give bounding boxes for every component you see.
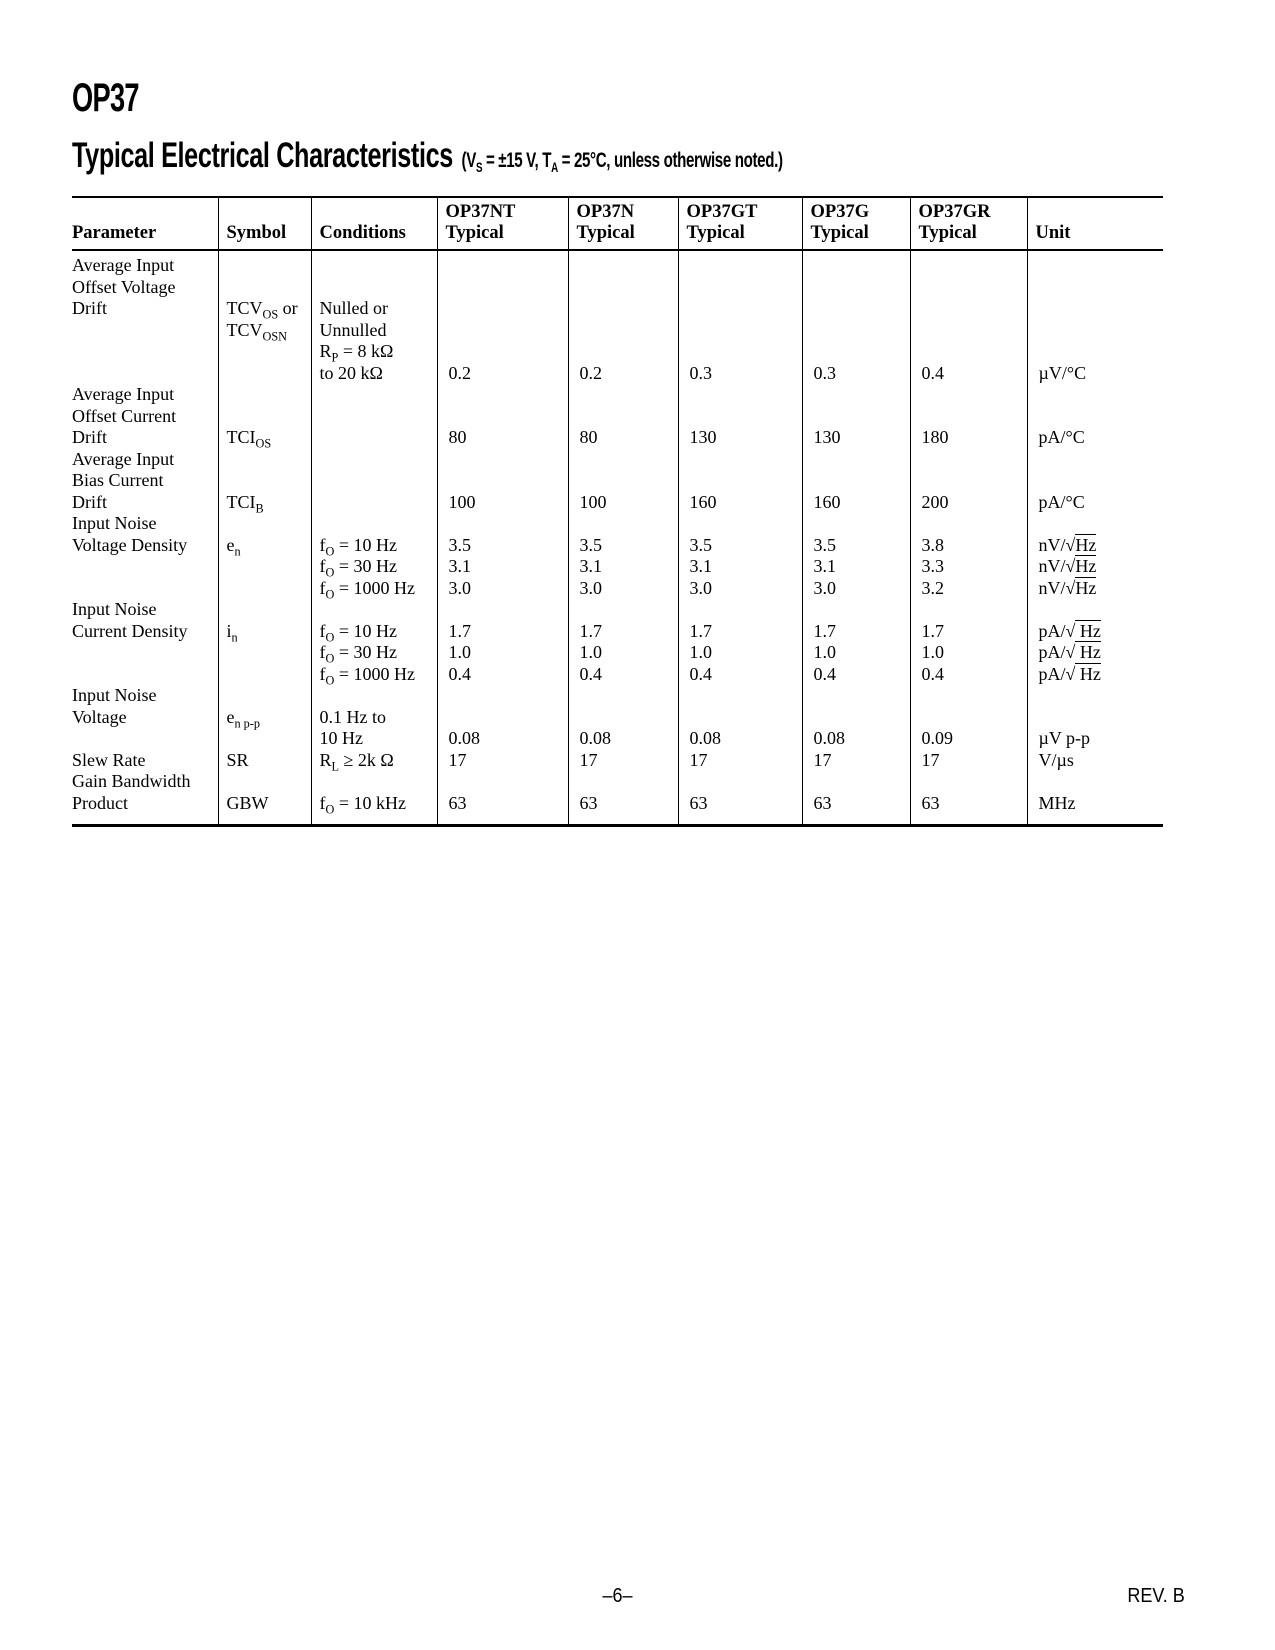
table-cell: 3.0 xyxy=(678,578,802,600)
table-cell: Voltage Density xyxy=(72,534,188,555)
table-cell: 3.5 xyxy=(437,535,568,557)
table-row xyxy=(72,277,1163,299)
table-cell xyxy=(568,470,678,492)
table-cell: 0.4 xyxy=(678,664,802,686)
table-cell xyxy=(802,771,910,793)
table-cell: 63 xyxy=(802,793,910,826)
table-cell xyxy=(910,470,1027,492)
table-cell xyxy=(437,771,568,793)
table-cell: 17 xyxy=(802,750,910,772)
table-cell xyxy=(568,250,678,277)
table-row xyxy=(72,707,1163,729)
table-row xyxy=(72,320,1163,342)
table-cell xyxy=(218,556,311,578)
table-cell: pA/√ Hz xyxy=(1027,664,1163,686)
table-cell xyxy=(218,277,311,299)
table-cell: $e_n$ xyxy=(218,535,311,557)
table-cell: 0.2 xyxy=(437,363,568,385)
table-row xyxy=(72,406,1163,428)
table-cell: Bias Current xyxy=(72,470,164,490)
table-cell xyxy=(1027,341,1163,363)
table-cell: 100 xyxy=(568,492,678,514)
table-cell xyxy=(678,250,802,277)
table-cell xyxy=(218,449,311,471)
table-cell xyxy=(437,685,568,707)
table-cell xyxy=(910,298,1027,320)
table-cell xyxy=(218,384,311,406)
table-cell: $R_P = 8$ kΩ xyxy=(311,341,437,363)
table-cell xyxy=(678,298,802,320)
table-cell: Unnulled xyxy=(311,320,437,342)
table-cell xyxy=(1027,513,1163,535)
table-cell xyxy=(218,728,311,750)
table-cell: 80 xyxy=(437,427,568,449)
table-cell xyxy=(802,707,910,729)
table-cell: 3.1 xyxy=(568,556,678,578)
table-cell xyxy=(802,449,910,471)
section-subtitle: ($V_S = \pm 15$ V, $T_A = 25^\circ C$, unless otherwise noted.) xyxy=(461,149,783,176)
table-cell: 63 xyxy=(437,793,568,826)
table-cell xyxy=(218,771,311,793)
table-row xyxy=(72,427,1163,449)
table-cell xyxy=(910,685,1027,707)
table-cell xyxy=(802,277,910,299)
table-cell xyxy=(910,406,1027,428)
table-cell xyxy=(311,384,437,406)
table-cell: pA/°C xyxy=(1027,427,1163,449)
table-row xyxy=(72,298,1163,320)
table-cell: $f_O = 1000$ Hz xyxy=(311,664,437,686)
table-cell xyxy=(678,470,802,492)
table-cell: 0.4 xyxy=(910,664,1027,686)
table-row xyxy=(72,384,1163,406)
table-cell: $f_O = 10$ Hz xyxy=(311,535,437,557)
table-cell xyxy=(802,470,910,492)
table-cell: 1.7 xyxy=(678,621,802,643)
table-cell xyxy=(1027,406,1163,428)
table-cell: pA/°C xyxy=(1027,492,1163,514)
section-title: Typical Electrical Characteristics xyxy=(72,136,453,175)
table-row xyxy=(72,578,1163,600)
table-cell: 3.3 xyxy=(910,556,1027,578)
table-cell xyxy=(568,384,678,406)
table-cell: 1.0 xyxy=(910,642,1027,664)
table-cell: 0.4 xyxy=(437,664,568,686)
column-header: Unit xyxy=(1027,197,1163,250)
table-cell xyxy=(802,341,910,363)
table-cell: 3.1 xyxy=(678,556,802,578)
table-cell xyxy=(568,277,678,299)
table-cell: 17 xyxy=(437,750,568,772)
table-cell: 200 xyxy=(910,492,1027,514)
table-cell: 0.4 xyxy=(568,664,678,686)
table-cell: 63 xyxy=(678,793,802,826)
table-cell xyxy=(437,250,568,277)
table-cell xyxy=(1027,470,1163,492)
table-cell: 180 xyxy=(910,427,1027,449)
table-cell: 1.7 xyxy=(802,621,910,643)
table-cell: $f_O = 10$ kHz xyxy=(311,793,437,826)
table-row xyxy=(72,771,1163,793)
table-cell xyxy=(568,449,678,471)
table-row xyxy=(72,363,1163,385)
table-row xyxy=(72,535,1163,557)
table-cell: 130 xyxy=(802,427,910,449)
table-cell: 0.4 xyxy=(802,664,910,686)
table-cell xyxy=(568,298,678,320)
table-cell xyxy=(72,341,218,363)
product-title: OP37 xyxy=(72,76,139,120)
table-cell xyxy=(1027,298,1163,320)
table-cell: pA/√ Hz xyxy=(1027,621,1163,643)
table-cell xyxy=(437,277,568,299)
table-cell xyxy=(1027,599,1163,621)
table-cell: $f_O = 30$ Hz xyxy=(311,642,437,664)
table-cell xyxy=(802,685,910,707)
table-cell xyxy=(72,556,218,578)
table-cell: 3.2 xyxy=(910,578,1027,600)
table-cell xyxy=(218,664,311,686)
table-cell xyxy=(72,320,218,342)
table-cell: 80 xyxy=(568,427,678,449)
table-cell xyxy=(218,341,311,363)
column-header: Parameter xyxy=(72,197,218,250)
table-cell: 1.7 xyxy=(910,621,1027,643)
table-cell xyxy=(568,341,678,363)
table-cell xyxy=(802,384,910,406)
page-number: –6– xyxy=(602,1585,633,1607)
table-cell: Input Noise xyxy=(72,685,157,705)
table-cell xyxy=(72,578,218,600)
table-cell: $TCI_B$ xyxy=(218,492,311,514)
table-cell xyxy=(678,685,802,707)
table-row xyxy=(72,728,1163,750)
table-cell xyxy=(311,771,437,793)
table-cell xyxy=(1027,384,1163,406)
table-cell: $e_{n p-p}$ xyxy=(218,707,311,729)
table-cell: $f_O = 30$ Hz xyxy=(311,556,437,578)
table-cell xyxy=(218,642,311,664)
table-cell xyxy=(311,406,437,428)
table-cell: 0.08 xyxy=(437,728,568,750)
table-cell: 17 xyxy=(678,750,802,772)
table-cell xyxy=(910,599,1027,621)
table-cell xyxy=(311,470,437,492)
table-cell xyxy=(311,250,437,277)
table-cell xyxy=(437,341,568,363)
table-cell xyxy=(218,513,311,535)
table-cell xyxy=(72,642,218,664)
table-cell xyxy=(1027,685,1163,707)
table-cell xyxy=(678,599,802,621)
table-cell xyxy=(910,250,1027,277)
table-cell: 1.0 xyxy=(802,642,910,664)
section-heading xyxy=(72,138,783,175)
table-cell: 1.0 xyxy=(568,642,678,664)
table-cell: Product xyxy=(72,792,128,813)
table-row xyxy=(72,250,1163,277)
table-cell xyxy=(437,513,568,535)
table-cell: 10 Hz xyxy=(311,728,437,750)
table-cell: 63 xyxy=(910,793,1027,826)
table-cell xyxy=(1027,771,1163,793)
table-cell xyxy=(802,406,910,428)
table-cell xyxy=(311,685,437,707)
table-cell xyxy=(311,599,437,621)
table-cell: $TCI_{OS}$ xyxy=(218,427,311,449)
table-header-row xyxy=(72,197,1163,250)
column-header: OP37G Typical xyxy=(802,197,910,250)
table-cell: 1.0 xyxy=(437,642,568,664)
table-cell xyxy=(568,685,678,707)
table-cell: $i_n$ xyxy=(218,621,311,643)
column-header: Symbol xyxy=(218,197,311,250)
table-cell: MHz xyxy=(1027,793,1163,826)
table-cell xyxy=(1027,277,1163,299)
table-cell xyxy=(678,320,802,342)
table-cell xyxy=(568,599,678,621)
table-cell xyxy=(910,707,1027,729)
table-cell xyxy=(910,341,1027,363)
table-cell: 3.1 xyxy=(437,556,568,578)
table-cell xyxy=(568,771,678,793)
table-cell xyxy=(218,250,311,277)
table-cell xyxy=(218,578,311,600)
table-cell: $f_O = 1000$ Hz xyxy=(311,578,437,600)
table-row xyxy=(72,685,1163,707)
table-cell: 63 xyxy=(568,793,678,826)
table-cell xyxy=(437,470,568,492)
table-cell: V/µs xyxy=(1027,750,1163,772)
table-row xyxy=(72,449,1163,471)
table-row xyxy=(72,513,1163,535)
table-cell xyxy=(311,449,437,471)
table-cell: Offset Current xyxy=(72,405,177,426)
table-cell: Average Input xyxy=(72,384,175,404)
characteristics-table xyxy=(72,196,1163,827)
table-cell: Offset Voltage xyxy=(72,276,176,297)
table-cell: nV/√Hz xyxy=(1027,578,1163,600)
table-cell xyxy=(802,320,910,342)
table-cell: 3.0 xyxy=(437,578,568,600)
table-cell: $TCV_{OSN}$ xyxy=(218,320,311,342)
table-cell: 0.1 Hz to xyxy=(311,707,437,729)
table-body xyxy=(72,250,1163,826)
table-cell xyxy=(437,707,568,729)
table-cell xyxy=(437,384,568,406)
table-cell: 130 xyxy=(678,427,802,449)
table-cell xyxy=(437,298,568,320)
table-cell: nV/√Hz xyxy=(1027,556,1163,578)
table-cell xyxy=(568,707,678,729)
table-cell: Average Input xyxy=(72,448,175,469)
table-cell: 3.5 xyxy=(678,535,802,557)
table-cell: pA/√ Hz xyxy=(1027,642,1163,664)
table-cell xyxy=(437,599,568,621)
column-header: OP37N Typical xyxy=(568,197,678,250)
table-row xyxy=(72,793,1163,826)
table-cell: 1.7 xyxy=(437,621,568,643)
table-row xyxy=(72,556,1163,578)
table-cell: Gain Bandwidth xyxy=(72,771,191,791)
table-cell xyxy=(678,406,802,428)
table-cell xyxy=(802,599,910,621)
table-cell: Drift xyxy=(72,427,107,447)
table-cell: 0.2 xyxy=(568,363,678,385)
table-cell xyxy=(311,427,437,449)
table-cell xyxy=(678,771,802,793)
table-cell xyxy=(568,406,678,428)
table-cell: Input Noise xyxy=(72,513,157,533)
table-cell xyxy=(1027,250,1163,277)
table-cell: $TCV_{OS}$ or xyxy=(218,298,311,320)
table-row xyxy=(72,470,1163,492)
table-cell: 0.4 xyxy=(910,363,1027,385)
table-row xyxy=(72,642,1163,664)
table-cell xyxy=(437,406,568,428)
table-cell: GBW xyxy=(218,793,311,826)
table-cell xyxy=(218,685,311,707)
table-cell: Average Input xyxy=(72,255,175,275)
table-cell: $f_O = 10$ Hz xyxy=(311,621,437,643)
table-cell: 1.0 xyxy=(678,642,802,664)
table-cell xyxy=(910,384,1027,406)
table-row xyxy=(72,599,1163,621)
table-cell: Nulled or xyxy=(311,298,437,320)
table-cell xyxy=(910,513,1027,535)
table-cell: 3.0 xyxy=(568,578,678,600)
table-row xyxy=(72,664,1163,686)
table-cell xyxy=(678,384,802,406)
table-cell xyxy=(568,320,678,342)
table-row xyxy=(72,492,1163,514)
table-cell: $R_L \ge 2k$ Ω xyxy=(311,750,437,772)
table-cell: Current Density xyxy=(72,620,188,641)
table-cell xyxy=(218,406,311,428)
table-cell xyxy=(72,664,218,686)
table-cell xyxy=(678,449,802,471)
table-cell: to 20 kΩ xyxy=(311,363,437,385)
table-row xyxy=(72,341,1163,363)
column-header: Conditions xyxy=(311,197,437,250)
table-cell: 0.08 xyxy=(678,728,802,750)
table-cell: 0.08 xyxy=(568,728,678,750)
table-cell: 0.09 xyxy=(910,728,1027,750)
table-row xyxy=(72,621,1163,643)
table-cell: Input Noise xyxy=(72,599,157,619)
table-cell xyxy=(311,492,437,514)
table-cell xyxy=(910,449,1027,471)
table-cell: 3.8 xyxy=(910,535,1027,557)
table-cell xyxy=(1027,707,1163,729)
table-cell: 160 xyxy=(678,492,802,514)
table-cell: 0.08 xyxy=(802,728,910,750)
table-row xyxy=(72,750,1163,772)
table-cell xyxy=(802,250,910,277)
table-cell: µV p-p xyxy=(1027,728,1163,750)
table-cell: 3.5 xyxy=(568,535,678,557)
table-cell: 100 xyxy=(437,492,568,514)
table-cell xyxy=(568,513,678,535)
table-cell: 0.3 xyxy=(678,363,802,385)
table-cell xyxy=(311,513,437,535)
table-cell xyxy=(910,320,1027,342)
table-cell: 1.7 xyxy=(568,621,678,643)
table-cell xyxy=(678,513,802,535)
table-cell: 160 xyxy=(802,492,910,514)
table-cell: 3.0 xyxy=(802,578,910,600)
table-cell: 17 xyxy=(910,750,1027,772)
table-cell: Slew Rate xyxy=(72,749,146,770)
revision-label: REV. B xyxy=(1127,1585,1185,1607)
table-cell xyxy=(802,298,910,320)
table-cell: 17 xyxy=(568,750,678,772)
table-cell xyxy=(437,449,568,471)
table-cell xyxy=(311,277,437,299)
table-cell xyxy=(678,277,802,299)
table-cell: SR xyxy=(218,750,311,772)
table-cell xyxy=(678,707,802,729)
table-cell xyxy=(218,363,311,385)
table-header xyxy=(72,197,1163,250)
table-cell xyxy=(802,513,910,535)
table-cell xyxy=(437,320,568,342)
table-cell: nV/√Hz xyxy=(1027,535,1163,557)
table-cell: 3.5 xyxy=(802,535,910,557)
table-cell: 3.1 xyxy=(802,556,910,578)
column-header: OP37NT Typical xyxy=(437,197,568,250)
column-header: OP37GT Typical xyxy=(678,197,802,250)
column-header: OP37GR Typical xyxy=(910,197,1027,250)
table-cell: Drift xyxy=(72,491,107,512)
table-cell xyxy=(218,599,311,621)
table-cell: Voltage xyxy=(72,706,127,727)
table-cell: µV/°C xyxy=(1027,363,1163,385)
table-cell xyxy=(72,363,218,385)
table-cell xyxy=(678,341,802,363)
table-cell: 0.3 xyxy=(802,363,910,385)
table-cell xyxy=(1027,449,1163,471)
table-cell: Drift xyxy=(72,298,107,318)
table-cell xyxy=(910,277,1027,299)
table-cell xyxy=(72,728,218,750)
table-cell xyxy=(1027,320,1163,342)
table-cell xyxy=(218,470,311,492)
table-cell xyxy=(910,771,1027,793)
